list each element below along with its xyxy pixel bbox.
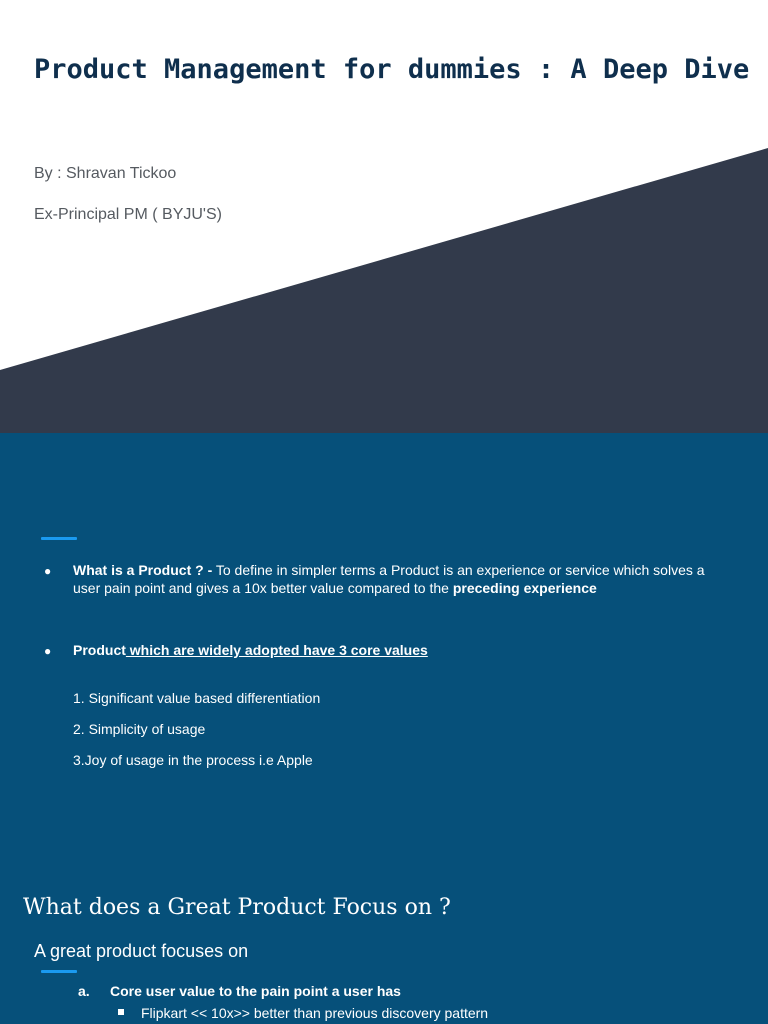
section-subtitle: A great product focuses on (34, 941, 249, 961)
list-item: 1. Significant value based differentiation (73, 690, 321, 706)
definition-label: What is a Product ? - (73, 562, 213, 578)
definition-text: To define in simpler terms a Product is an experience or service which solves a user pain point and gives a 10x better value compared to the (73, 562, 705, 596)
definition-emphasis: preceding experience (452, 580, 597, 596)
subitem-text: Flipkart << 10x>> better than previous discovery pattern (141, 1005, 489, 1021)
list-item: 2. Simplicity of usage (73, 721, 206, 737)
square-bullet-icon (118, 1009, 124, 1015)
list-item (44, 561, 724, 597)
bullet-dot-icon: ● (44, 644, 52, 658)
core-values-label-part1: Product (73, 642, 126, 658)
focus-sublist (118, 1004, 488, 1022)
list-item: 3.Joy of usage in the process i.e Apple (73, 752, 313, 768)
content-slide (0, 433, 768, 1024)
author-role: Ex-Principal PM ( BYJU'S) (34, 206, 222, 223)
slide-title: Product Management for dummies : A Deep Dive (34, 54, 750, 85)
accent-line (41, 970, 77, 973)
navy-wedge (0, 148, 768, 433)
list-item (78, 982, 738, 1000)
title-slide (0, 0, 768, 433)
bullet-dot-icon: ● (44, 564, 52, 578)
list-marker: a. (78, 983, 90, 999)
focus-list (78, 982, 738, 1000)
accent-line (41, 537, 77, 540)
author-byline: By : Shravan Tickoo (34, 165, 177, 182)
core-values-list (73, 689, 320, 782)
definition-list (44, 561, 724, 659)
list-item (118, 1004, 488, 1022)
list-item (44, 641, 724, 659)
section-title: What does a Great Product Focus on ? (23, 895, 451, 920)
focus-item-text: Core user value to the pain point a user has (110, 983, 401, 999)
core-values-label-part2: which are widely adopted have 3 core values (125, 642, 428, 658)
